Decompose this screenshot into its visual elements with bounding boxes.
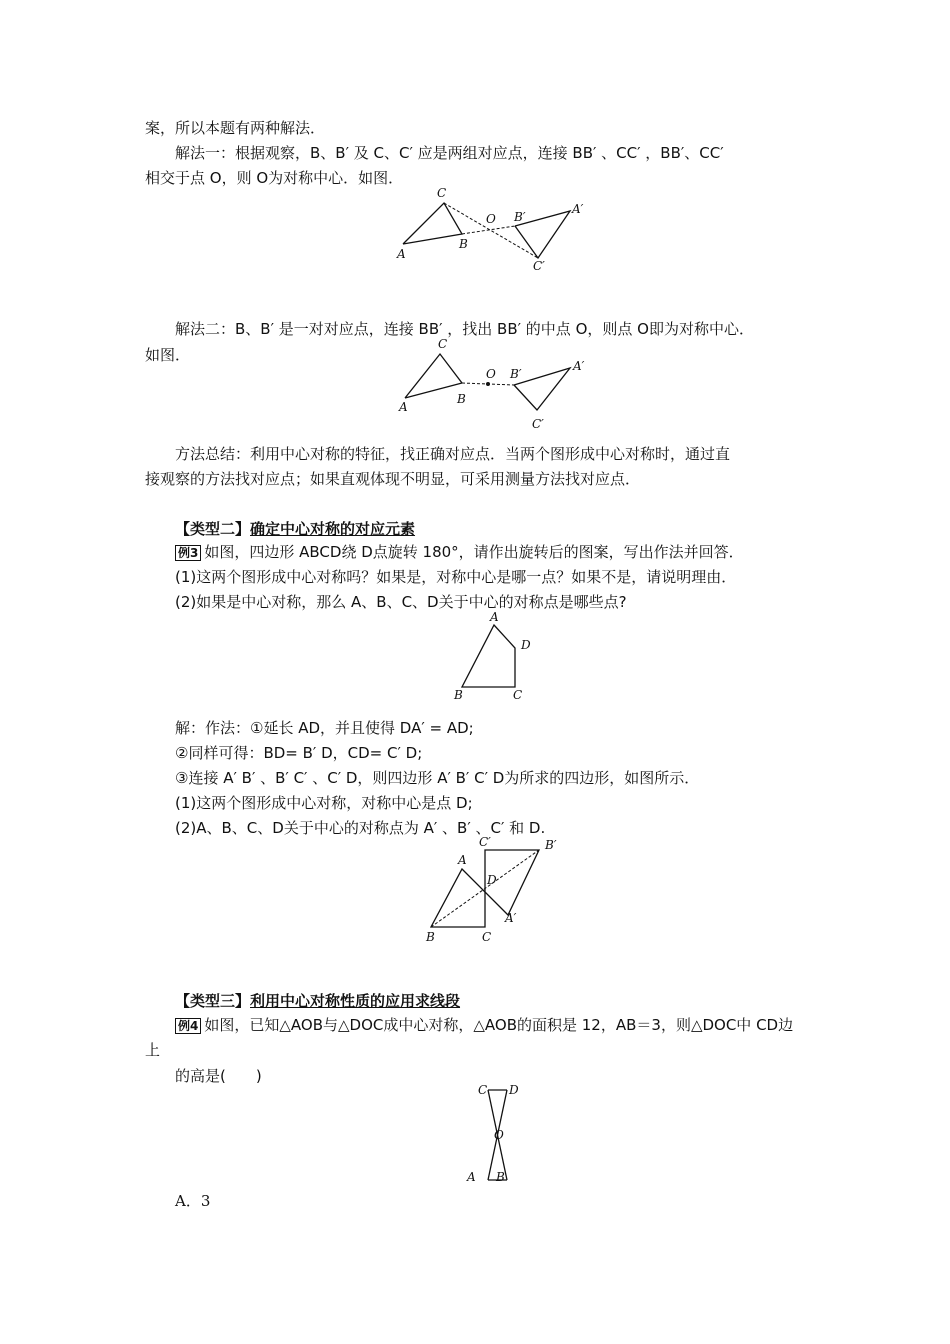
- type2-title: 确定中心对称的对应元素: [250, 520, 416, 538]
- text-line-2: 解法一：根据观察，B、B′ 及 C、C′ 应是两组对应点，连接 BB′ 、CC′ ，BB′、CC′: [175, 144, 724, 162]
- example-4-badge: 例4: [175, 1018, 201, 1034]
- fig2-label-c-prime: C′: [532, 417, 544, 431]
- text-line-1: 案，所以本题有两种解法．: [145, 119, 326, 137]
- fig3-label-c: C: [513, 688, 523, 702]
- fig4-label-c-prime: C′: [479, 835, 491, 849]
- example-4-question: 的高是( ): [175, 1067, 262, 1085]
- fig5-label-a: A: [467, 1170, 476, 1184]
- solution-line-4: (1)这两个图形成中心对称，对称中心是点 D;: [175, 794, 473, 812]
- question-2: (2)如果是中心对称，那么 A、B、C、D关于中心的对称点是哪些点?: [175, 593, 627, 611]
- fig1-label-o: O: [486, 212, 496, 226]
- solution-line-3: ③连接 A′ B′ 、B′ C′ 、C′ D，则四边形 A′ B′ C′ D为所求的四边形，如图所示．: [175, 769, 700, 787]
- fig5-label-d: D: [509, 1083, 519, 1097]
- example-3-text: 如图，四边形 ABCD绕 D点旋转 180°，请作出旋转后的图案，写出作法并回答．: [204, 543, 744, 561]
- fig3-label-a: A: [490, 610, 499, 624]
- fig4-label-b: B: [426, 930, 435, 944]
- fig2-label-a-prime: A′: [573, 359, 585, 373]
- fig4-label-a-prime: A′: [505, 911, 517, 925]
- solution-line-5: (2)A、B、C、D关于中心的对称点为 A′ 、B′ 、C′ 和 D.: [175, 819, 546, 837]
- fig1-label-a-prime: A′: [572, 202, 584, 216]
- question-1: (1)这两个图形成中心对称吗？如果是，对称中心是哪一点？如果不是，请说明理由．: [175, 568, 737, 586]
- fig5-label-o: O: [494, 1128, 504, 1142]
- fig4-label-a: A: [458, 853, 467, 867]
- fig2-label-b: B: [457, 392, 466, 406]
- option-a: A．3: [175, 1192, 211, 1210]
- type3-bracket: 【类型三】: [175, 992, 251, 1010]
- fig2-label-a: A: [399, 400, 408, 414]
- fig2-label-c: C: [438, 337, 448, 351]
- text-line-5: 如图．: [145, 346, 191, 364]
- solution-line-1: 解：作法：①延长 AD，并且使得 DA′ = AD;: [175, 719, 474, 737]
- solution-line-2: ②同样可得：BD= B′ D，CD= C′ D;: [175, 744, 423, 762]
- fig1-label-a: A: [397, 247, 406, 261]
- fig4-label-b-prime: B′: [545, 838, 557, 852]
- example-4-text: 如图，已知△AOB与△DOC成中心对称，△AOB的面积是 12，AB＝3，则△DOC中 CD边: [204, 1016, 794, 1034]
- fig1-label-b-prime: B′: [514, 210, 526, 224]
- fig4-label-c: C: [482, 930, 492, 944]
- example-4-continued: 上: [145, 1041, 161, 1059]
- text-line-6: 方法总结：利用中心对称的特征，找正确对应点．当两个图形成中心对称时，通过直: [175, 445, 731, 463]
- fig3-label-b: B: [454, 688, 463, 702]
- type3-title: 利用中心对称性质的应用求线段: [250, 992, 461, 1010]
- fig1-label-c: C: [437, 186, 447, 200]
- text-line-4: 解法二：B、B′ 是一对对应点，连接 BB′ ，找出 BB′ 的中点 O，则点 O即为对称中心．: [175, 320, 754, 338]
- fig5-label-c: C: [478, 1083, 488, 1097]
- fig2-label-o: O: [486, 367, 496, 381]
- fig1-label-c-prime: C′: [533, 259, 545, 273]
- text-line-3: 相交于点 O，则 O为对称中心．如图．: [145, 169, 404, 187]
- fig1-label-b: B: [459, 237, 468, 251]
- example-3-badge: 例3: [175, 545, 201, 561]
- fig4-label-d: D: [487, 873, 497, 887]
- fig3-label-d: D: [521, 638, 531, 652]
- text-line-7: 接观察的方法找对应点；如果直观体现不明显，可采用测量方法找对应点．: [145, 470, 641, 488]
- type2-bracket: 【类型二】: [175, 520, 251, 538]
- fig5-label-b: B: [496, 1170, 505, 1184]
- fig2-label-b-prime: B′: [510, 367, 522, 381]
